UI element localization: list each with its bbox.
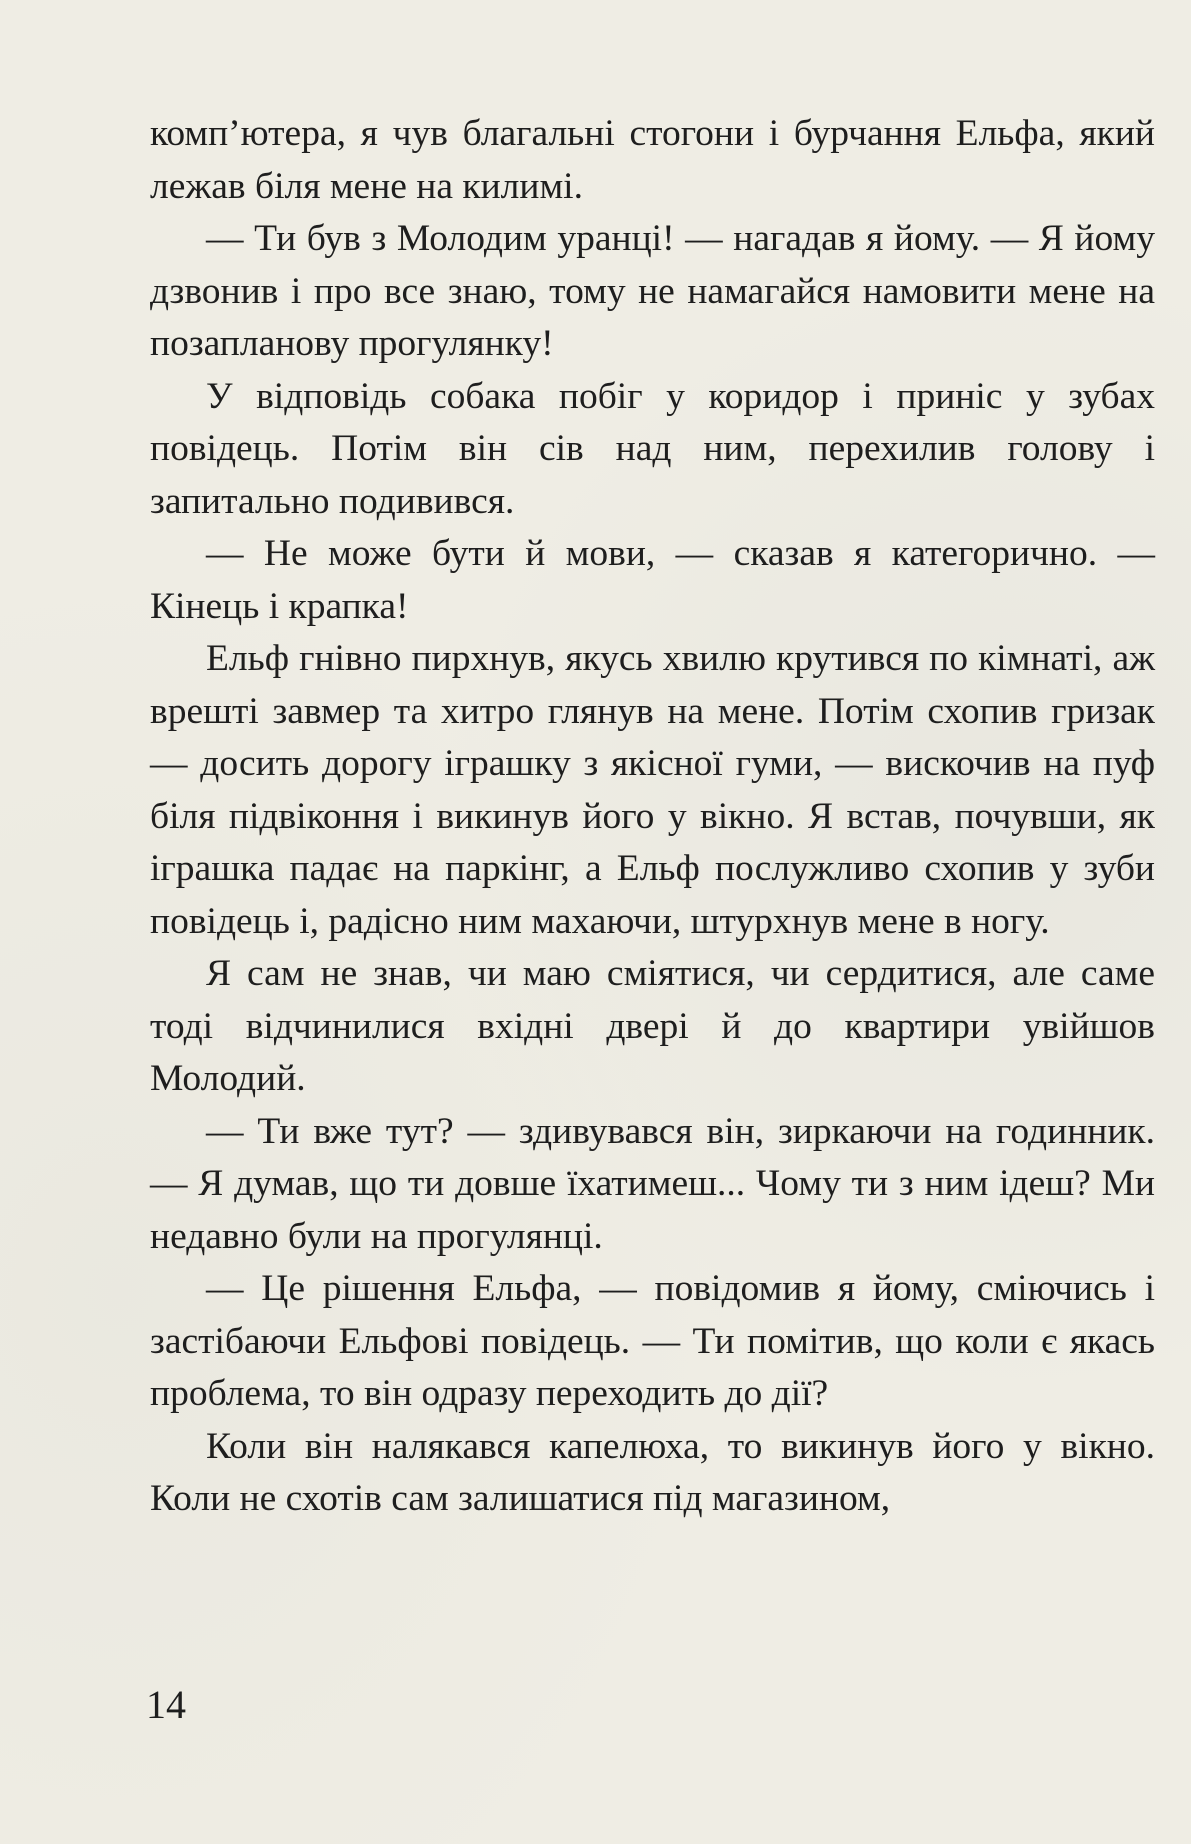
body-text (150, 108, 1155, 1526)
paragraph-6: Я сам не знав, чи маю сміятися, чи сердитися, але саме тоді відчинилися вхідні двері й до квартири увійшов Молодий. (150, 953, 1155, 1099)
paragraph-4: — Не може бути й мови, — сказав я категорично. — Кінець і крапка! (150, 533, 1155, 627)
paragraph-1: комп’ютера, я чув благальні стогони і бурчання Ельфа, який лежав біля мене на килимі. (150, 113, 1155, 207)
paragraph-9: Коли він налякався капелюха, то викинув його у вікно. Коли не схотів сам залишатися під магазином, (150, 1425, 1155, 1519)
page-number: 14 (146, 1682, 186, 1727)
paragraph-7: — Ти вже тут? — здивувався він, зиркаючи на годинник. — Я думав, що ти довше їхатимеш... Чому ти з ним ідеш? Ми недавно були на прогулянці. (150, 1110, 1155, 1257)
paragraph-2: — Ти був з Молодим уранці! — нагадав я йому. — Я йому дзвонив і про все знаю, тому не намагайся намовити мене на позапланову прогулянку! (150, 218, 1155, 364)
paragraph-5: Ельф гнівно пирхнув, якусь хвилю крутився по кімнаті, аж врешті завмер та хитро глянув на мене. Потім схопив гризак — досить дорогу іграшку з якісної гуми, — вискочив на пуф біля підвіконня і викинув його у вікно. Я встав, почувши, як іграшка падає на паркінг, а Ельф послужливо схопив у зуби повідець і, радісно ним махаючи, штурхнув мене в ногу. (150, 638, 1155, 942)
paragraph-8: — Це рішення Ельфа, — повідомив я йому, сміючись і застібаючи Ельфові повідець. — Ти помітив, що коли є якась проблема, то він одразу переходить до дії? (150, 1268, 1155, 1414)
paragraph-3: У відповідь собака побіг у коридор і приніс у зубах повідець. Потім він сів над ним, перехилив голову і запитально подивився. (150, 375, 1155, 522)
